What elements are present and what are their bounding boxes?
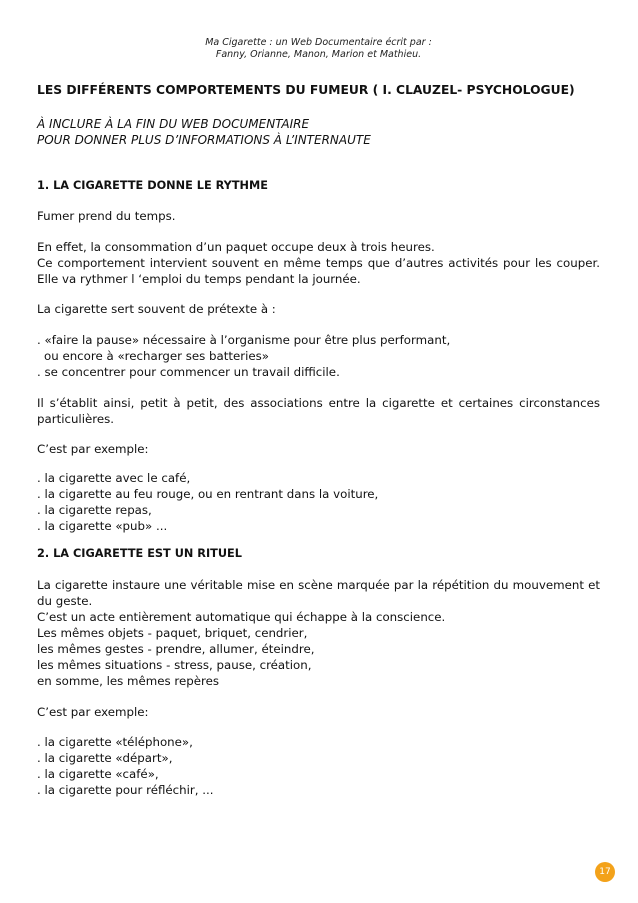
document-page — [37, 0, 600, 903]
section-1-paragraph-1: Fumer prend du temps. — [37, 209, 176, 223]
section-2-paragraph-1-text: La cigarette instaure une véritable mise en scène marquée par la répétition du mouvement et du geste. — [37, 578, 600, 608]
list-item: . la cigarette avec le café, — [37, 471, 191, 485]
section-2-line: Les mêmes objets - paquet, briquet, cendrier, — [37, 626, 308, 640]
section-1-list-1 — [37, 332, 600, 380]
list-item: . la cigarette au feu rouge, ou en rentrant dans la voiture, — [37, 487, 379, 501]
list-item: . la cigarette «pub» ... — [37, 519, 168, 533]
section-1-paragraph-2-body: Ce comportement intervient souvent en même temps que d’autres activités pour les couper. Elle va rythmer l ‘emploi du temps pendant la journée. — [37, 256, 600, 286]
section-2-paragraph-1 — [37, 577, 600, 689]
subtitle-line-1: À INCLURE À LA FIN DU WEB DOCUMENTAIRE — [37, 117, 310, 131]
section-2-paragraph-2: C’est par exemple: — [37, 705, 149, 719]
document-subtitle — [37, 116, 600, 148]
list-item: . la cigarette repas, — [37, 503, 152, 517]
section-1-paragraph-3: La cigarette sert souvent de prétexte à : — [37, 302, 276, 316]
section-1-paragraph-2-line-1: En effet, la consommation d’un paquet occupe deux à trois heures. — [37, 240, 435, 254]
list-item: . se concentrer pour commencer un travail difficile. — [37, 365, 340, 379]
subtitle-line-2: POUR DONNER PLUS D’INFORMATIONS À L’INTERNAUTE — [37, 133, 371, 147]
list-item: . «faire la pause» nécessaire à l’organisme pour être plus performant, — [37, 333, 451, 347]
document-title: LES DIFFÉRENTS COMPORTEMENTS DU FUMEUR ( I. CLAUZEL- PSYCHOLOGUE) — [37, 83, 575, 97]
section-1-list-2 — [37, 470, 600, 534]
header-line-2: Fanny, Orianne, Manon, Marion et Mathieu. — [215, 49, 422, 60]
header-line-1: Ma Cigarette : un Web Documentaire écrit par : — [205, 37, 432, 48]
page-number-badge: 17 — [595, 862, 615, 882]
list-item: . la cigarette pour réfléchir, ... — [37, 783, 214, 797]
list-item: . la cigarette «café», — [37, 767, 159, 781]
section-2-line: les mêmes situations - stress, pause, création, — [37, 658, 312, 672]
list-item: . la cigarette «départ», — [37, 751, 173, 765]
list-item: ou encore à «recharger ses batteries» — [44, 349, 269, 363]
section-2-list — [37, 734, 600, 798]
section-2-line: C’est un acte entièrement automatique qui échappe à la conscience. — [37, 610, 446, 624]
page-header — [37, 37, 600, 61]
section-2-line: les mêmes gestes - prendre, allumer, éteindre, — [37, 642, 315, 656]
section-1-heading: 1. LA CIGARETTE DONNE LE RYTHME — [37, 179, 268, 192]
list-item: . la cigarette «téléphone», — [37, 735, 193, 749]
section-1-paragraph-2 — [37, 239, 600, 287]
section-1-paragraph-5: C’est par exemple: — [37, 442, 149, 456]
section-2-heading: 2. LA CIGARETTE EST UN RITUEL — [37, 547, 242, 560]
section-2-line: en somme, les mêmes repères — [37, 674, 220, 688]
section-1-paragraph-4: Il s’établit ainsi, petit à petit, des associations entre la cigarette et certaines circonstances particulières. — [37, 396, 600, 426]
